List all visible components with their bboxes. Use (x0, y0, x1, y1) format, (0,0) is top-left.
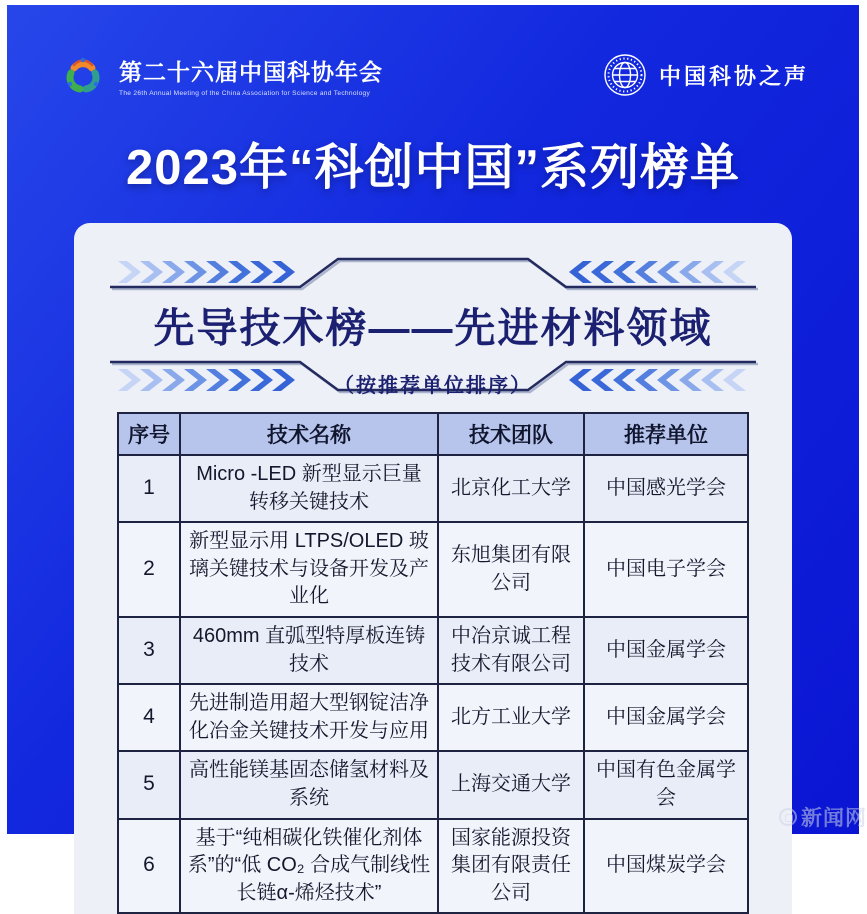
cast-meeting-logo-icon (59, 51, 107, 99)
recommending-unit-cell: 中国煤炭学会 (584, 819, 748, 914)
table-row (118, 819, 748, 914)
news-watermark (779, 802, 867, 832)
cast-annual-meeting-brand (59, 51, 383, 99)
rank-number-cell: 4 (118, 684, 180, 751)
banner-title: 先导技术榜——先进材料领域 (153, 305, 713, 351)
technology-name-cell: 先进制造用超大型钢锭洁净化冶金关键技术开发与应用 (180, 684, 438, 751)
technology-team-cell: 北方工业大学 (438, 684, 584, 751)
banner-decoration-bottom (102, 356, 764, 402)
technology-team-cell: 上海交通大学 (438, 751, 584, 818)
news-watermark-text: 新闻网 (801, 807, 867, 830)
table-row (118, 617, 748, 684)
table-row (118, 684, 748, 751)
technology-team-cell: 中冶京诚工程技术有限公司 (438, 617, 584, 684)
table-row (118, 455, 748, 522)
table-row (118, 522, 748, 617)
column-header-recommender: 推荐单位 (584, 413, 748, 455)
rank-number-cell: 3 (118, 617, 180, 684)
globe-emblem-icon (603, 53, 647, 97)
chevron-band-top-icon (102, 247, 764, 293)
ranking-table-header (118, 413, 748, 455)
rank-number-cell: 2 (118, 522, 180, 617)
recommending-unit-cell: 中国有色金属学会 (584, 751, 748, 818)
banner-decoration-top (102, 247, 764, 293)
technology-team-cell: 国家能源投资集团有限责任公司 (438, 819, 584, 914)
cast-voice-brand (603, 53, 809, 97)
column-header-rank: 序号 (118, 413, 180, 455)
ranking-table-body (118, 455, 748, 913)
poster-background (7, 5, 867, 904)
cast-meeting-text (119, 54, 383, 97)
banner-subtitle: （按推荐单位排序） (334, 375, 532, 397)
recommending-unit-cell: 中国金属学会 (584, 617, 748, 684)
poster-main-title: 2023年“科创中国”系列榜单 (125, 141, 740, 195)
rank-number-cell: 6 (118, 819, 180, 914)
cast-meeting-subtitle: The 26th Annual Meeting of the China Association for Science and Technology (119, 89, 371, 97)
ranking-card (74, 223, 792, 914)
cast-voice-label: 中国科协之声 (658, 63, 809, 89)
technology-name-cell: Micro -LED 新型显示巨量转移关键技术 (180, 455, 438, 522)
technology-team-cell: 东旭集团有限公司 (438, 522, 584, 617)
technology-name-cell: 新型显示用 LTPS/OLED 玻璃关键技术与设备开发及产业化 (180, 522, 438, 617)
technology-name-cell: 460mm 直弧型特厚板连铸技术 (180, 617, 438, 684)
column-header-team: 技术团队 (438, 413, 584, 455)
technology-name-cell: 基于“纯相碳化铁催化剂体系”的“低 CO₂ 合成气制线性长链α-烯烃技术” (180, 819, 438, 914)
technology-name-cell: 高性能镁基固态储氢材料及系统 (180, 751, 438, 818)
recommending-unit-cell: 中国感光学会 (584, 455, 748, 522)
cast-meeting-title: 第二十六届中国科协年会 (119, 58, 383, 85)
rank-number-cell: 5 (118, 751, 180, 818)
column-header-technology: 技术名称 (180, 413, 438, 455)
recommending-unit-cell: 中国金属学会 (584, 684, 748, 751)
rank-number-cell: 1 (118, 455, 180, 522)
ranking-table (117, 412, 749, 914)
technology-team-cell: 北京化工大学 (438, 455, 584, 522)
recommending-unit-cell: 中国电子学会 (584, 522, 748, 617)
top-bar (7, 5, 859, 99)
table-row (118, 751, 748, 818)
